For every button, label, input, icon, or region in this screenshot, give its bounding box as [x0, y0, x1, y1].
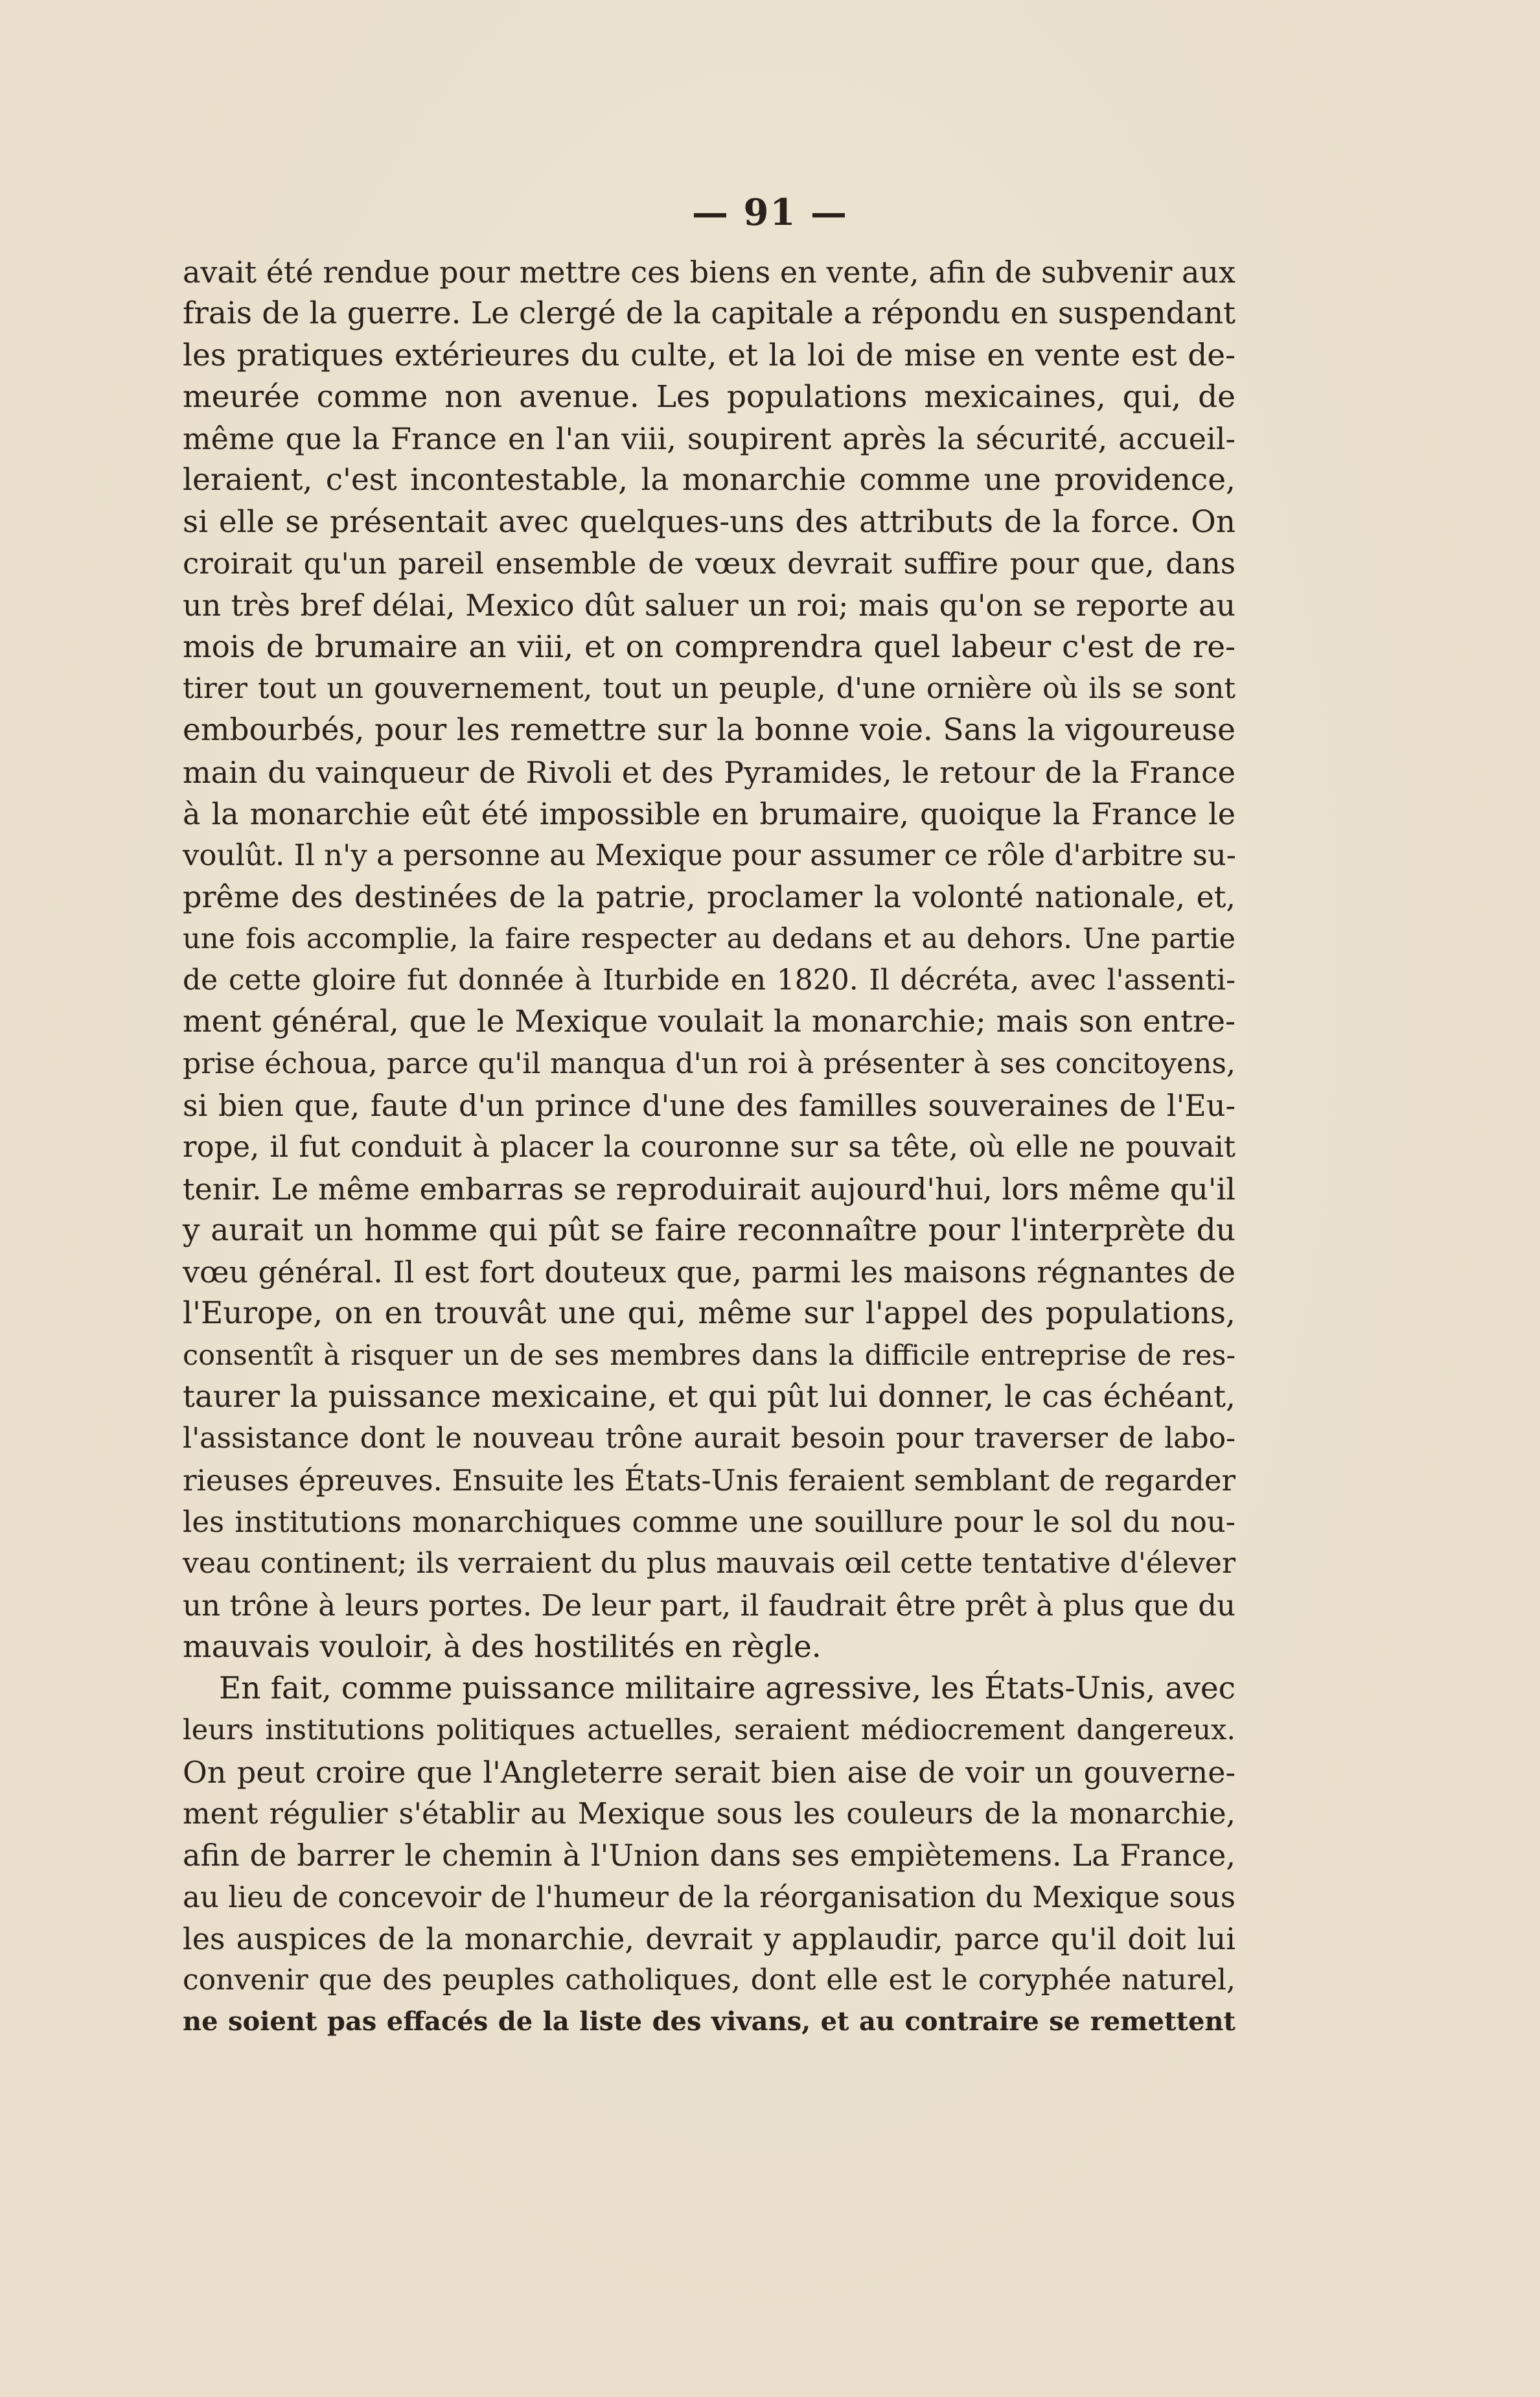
text-line: y aurait un homme qui pût se faire reconnaître pour l'interprète du — [183, 1212, 1235, 1248]
text-line: taurer la puissance mexicaine, et qui pût lui donner, le cas échéant, — [183, 1379, 1235, 1415]
text-line: main du vainqueur de Rivoli et des Pyramides, le retour de la France — [183, 754, 1235, 790]
text-line: tenir. Le même embarras se reproduirait aujourd'hui, lors même qu'il — [183, 1171, 1235, 1207]
text-line: ment général, que le Mexique voulait la monarchie; mais son entre- — [183, 1004, 1235, 1040]
text-line: convenir que des peuples catholiques, dont elle est le coryphée naturel, — [183, 1963, 1235, 1997]
text-line: avait été rendue pour mettre ces biens en vente, afin de subvenir aux — [183, 255, 1235, 290]
text-line: une fois accomplie, la faire respecter au dedans et au dehors. Une partie — [183, 922, 1235, 955]
text-line: un très bref délai, Mexico dût saluer un roi; mais qu'on se reporte au — [183, 588, 1235, 623]
text-line: En fait, comme puissance militaire agressive, les États-Unis, avec — [219, 1671, 1235, 1707]
page-number: — 91 — — [692, 191, 848, 234]
text-line: mois de brumaire an viii, et on comprendra quel labeur c'est de re- — [183, 629, 1235, 665]
text-line: veau continent; ils verraient du plus mauvais œil cette tentative d'élever — [183, 1547, 1235, 1581]
text-line: mauvais vouloir, à des hostilités en règle. — [183, 1628, 822, 1665]
text-line: prême des destinées de la patrie, proclamer la volonté nationale, et, — [183, 879, 1235, 915]
text-line: de cette gloire fut donnée à Iturbide en 1820. Il décréta, avec l'assenti- — [183, 964, 1235, 997]
text-line: voulût. Il n'y a personne au Mexique pour assumer ce rôle d'arbitre su- — [183, 838, 1236, 873]
text-line: embourbés, pour les remettre sur la bonne voie. Sans la vigoureuse — [183, 712, 1235, 748]
text-line: même que la France en l'an viii, soupirent après la sécurité, accueil- — [183, 421, 1235, 457]
text-line: au lieu de concevoir de l'humeur de la réorganisation du Mexique sous — [183, 1879, 1235, 1914]
text-line: si bien que, faute d'un prince d'une des familles souveraines de l'Eu- — [183, 1087, 1235, 1123]
text-line: On peut croire que l'Angleterre serait bien aise de voir un gouverne- — [183, 1754, 1235, 1790]
text-line: prise échoua, parce qu'il manqua d'un roi à présenter à ses concitoyens, — [183, 1047, 1235, 1080]
text-line: leraient, c'est incontestable, la monarchie comme une providence, — [183, 462, 1235, 498]
text-line: l'assistance dont le nouveau trône aurait besoin pour traverser de labo- — [183, 1422, 1235, 1455]
text-line: les institutions monarchiques comme une souillure pour le sol du nou- — [183, 1504, 1235, 1539]
text-line: si elle se présentait avec quelques-uns des attributs de la force. On — [183, 504, 1235, 540]
text-line: afin de barrer le chemin à l'Union dans ses empiètemens. La France, — [183, 1838, 1235, 1873]
text-line: rope, il fut conduit à placer la couronne sur sa tête, où elle ne pouvait — [183, 1129, 1235, 1164]
text-line: l'Europe, on en trouvât une qui, même sur l'appel des populations, — [183, 1295, 1235, 1332]
text-line: consentît à risquer un de ses membres dans la difficile entreprise de res- — [183, 1339, 1235, 1372]
text-line: les auspices de la monarchie, devrait y applaudir, parce qu'il doit lui — [183, 1921, 1235, 1956]
text-line: frais de la guerre. Le clergé de la capitale a répondu en suspendant — [183, 295, 1235, 332]
text-line: vœu général. Il est fort douteux que, parmi les maisons régnantes de — [183, 1255, 1235, 1290]
text-line: ment régulier s'établir au Mexique sous les couleurs de la monarchie, — [183, 1796, 1235, 1831]
text-line: leurs institutions politiques actuelles, seraient médiocrement dangereux. — [183, 1714, 1235, 1747]
text-line: croirait qu'un pareil ensemble de vœux devrait suffire pour que, dans — [183, 546, 1235, 581]
text-line: les pratiques extérieures du culte, et la loi de mise en vente est de- — [183, 337, 1235, 373]
text-line: rieuses épreuves. Ensuite les États-Unis feraient semblant de regarder — [183, 1463, 1235, 1498]
body-text — [183, 251, 1235, 2043]
text-line: à la monarchie eût été impossible en brumaire, quoique la France le — [183, 796, 1235, 831]
text-line: un trône à leurs portes. De leur part, il faudrait être prêt à plus que du — [183, 1588, 1235, 1623]
text-line: meurée comme non avenue. Les populations mexicaines, qui, de — [183, 378, 1235, 415]
text-line: ne soient pas effacés de la liste des vivans, et au contraire se remettent — [183, 2006, 1235, 2037]
text-line: tirer tout un gouvernement, tout un peuple, d'une ornière où ils se sont — [183, 671, 1235, 705]
